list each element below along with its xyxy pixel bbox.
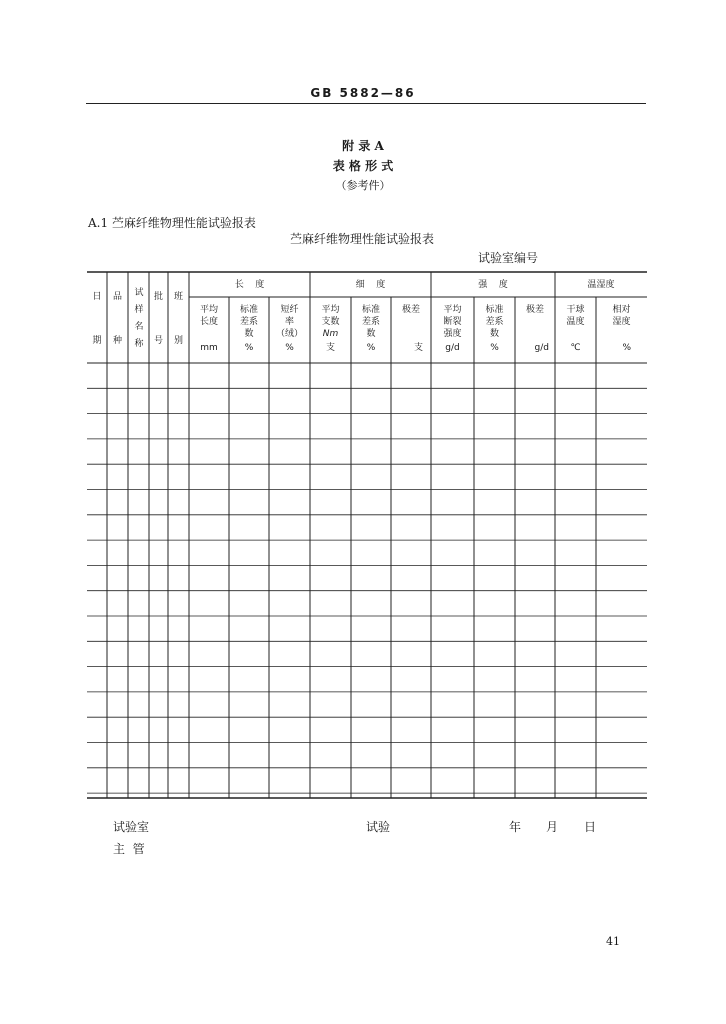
unit-celsius: ℃ (570, 343, 581, 353)
page-number: 41 (606, 935, 620, 948)
table-title: 苎麻纤维物理性能试验报表 (290, 232, 435, 246)
col-sample-name: 试 样 名 称 (134, 288, 144, 349)
footer-year: 年 (509, 820, 522, 834)
footer-tester: 试验室 (113, 820, 150, 834)
sub-dry-bulb-temp: 干球 温度 (566, 305, 585, 327)
group-length: 长 度 (234, 280, 265, 290)
col-batch-bottom: 号 (153, 336, 163, 346)
section-heading: A.1 苎麻纤维物理性能试验报表 (88, 216, 256, 230)
sub-length-cv: 标准 差系 数 (239, 305, 258, 339)
standard-code: GB 5882—86 (310, 86, 416, 100)
col-date-top: 日 (92, 292, 102, 302)
unit-gd: g/d (534, 343, 549, 353)
unit-count: 支 (325, 343, 335, 353)
lab-number-label: 试验室编号 (478, 251, 539, 265)
col-variety-bottom: 种 (112, 336, 122, 346)
group-strength: 强 度 (478, 280, 508, 290)
group-temp-humidity: 温湿度 (587, 280, 615, 290)
col-shift-top: 班 (173, 292, 183, 302)
sub-strength-range: 极差 (525, 305, 544, 315)
sub-strength-cv: 标准 差系 数 (485, 305, 504, 339)
col-shift-bottom: 别 (173, 336, 183, 346)
col-date-bottom: 期 (92, 336, 102, 346)
col-variety-top: 品 (112, 292, 122, 302)
appendix-subtitle: 表 格 形 式 (332, 159, 394, 173)
sub-avg-count: 平均 支数 Nm (321, 305, 340, 339)
sub-relative-humidity: 相对 湿度 (612, 305, 631, 327)
sub-avg-length: 平均 长度 (199, 305, 218, 327)
sub-short-fiber-rate: 短纤 率 （绒） (275, 305, 303, 339)
unit-count: 支 (413, 343, 423, 353)
unit-mm: mm (200, 343, 218, 353)
unit-percent: % (244, 343, 254, 353)
appendix-note: （参考件） (335, 179, 391, 192)
report-table (87, 271, 647, 799)
footer-day: 日 (584, 820, 597, 834)
unit-percent: % (622, 343, 631, 353)
header-rule (86, 103, 646, 104)
unit-percent: % (490, 343, 499, 353)
unit-percent: % (285, 343, 294, 353)
unit-percent: % (366, 343, 376, 353)
col-batch-top: 批 (153, 292, 163, 302)
appendix-title: 附 录 A (342, 139, 384, 153)
footer-supervisor: 主 管 (113, 842, 145, 856)
unit-gd: g/d (445, 343, 460, 353)
group-fineness: 细 度 (355, 280, 386, 290)
sub-avg-strength: 平均 断裂 强度 (443, 305, 462, 339)
footer-month: 月 (546, 820, 559, 834)
footer-test: 试验 (366, 820, 391, 834)
sub-count-range: 极差 (401, 305, 420, 315)
sub-count-cv: 标准 差系 数 (361, 305, 380, 339)
